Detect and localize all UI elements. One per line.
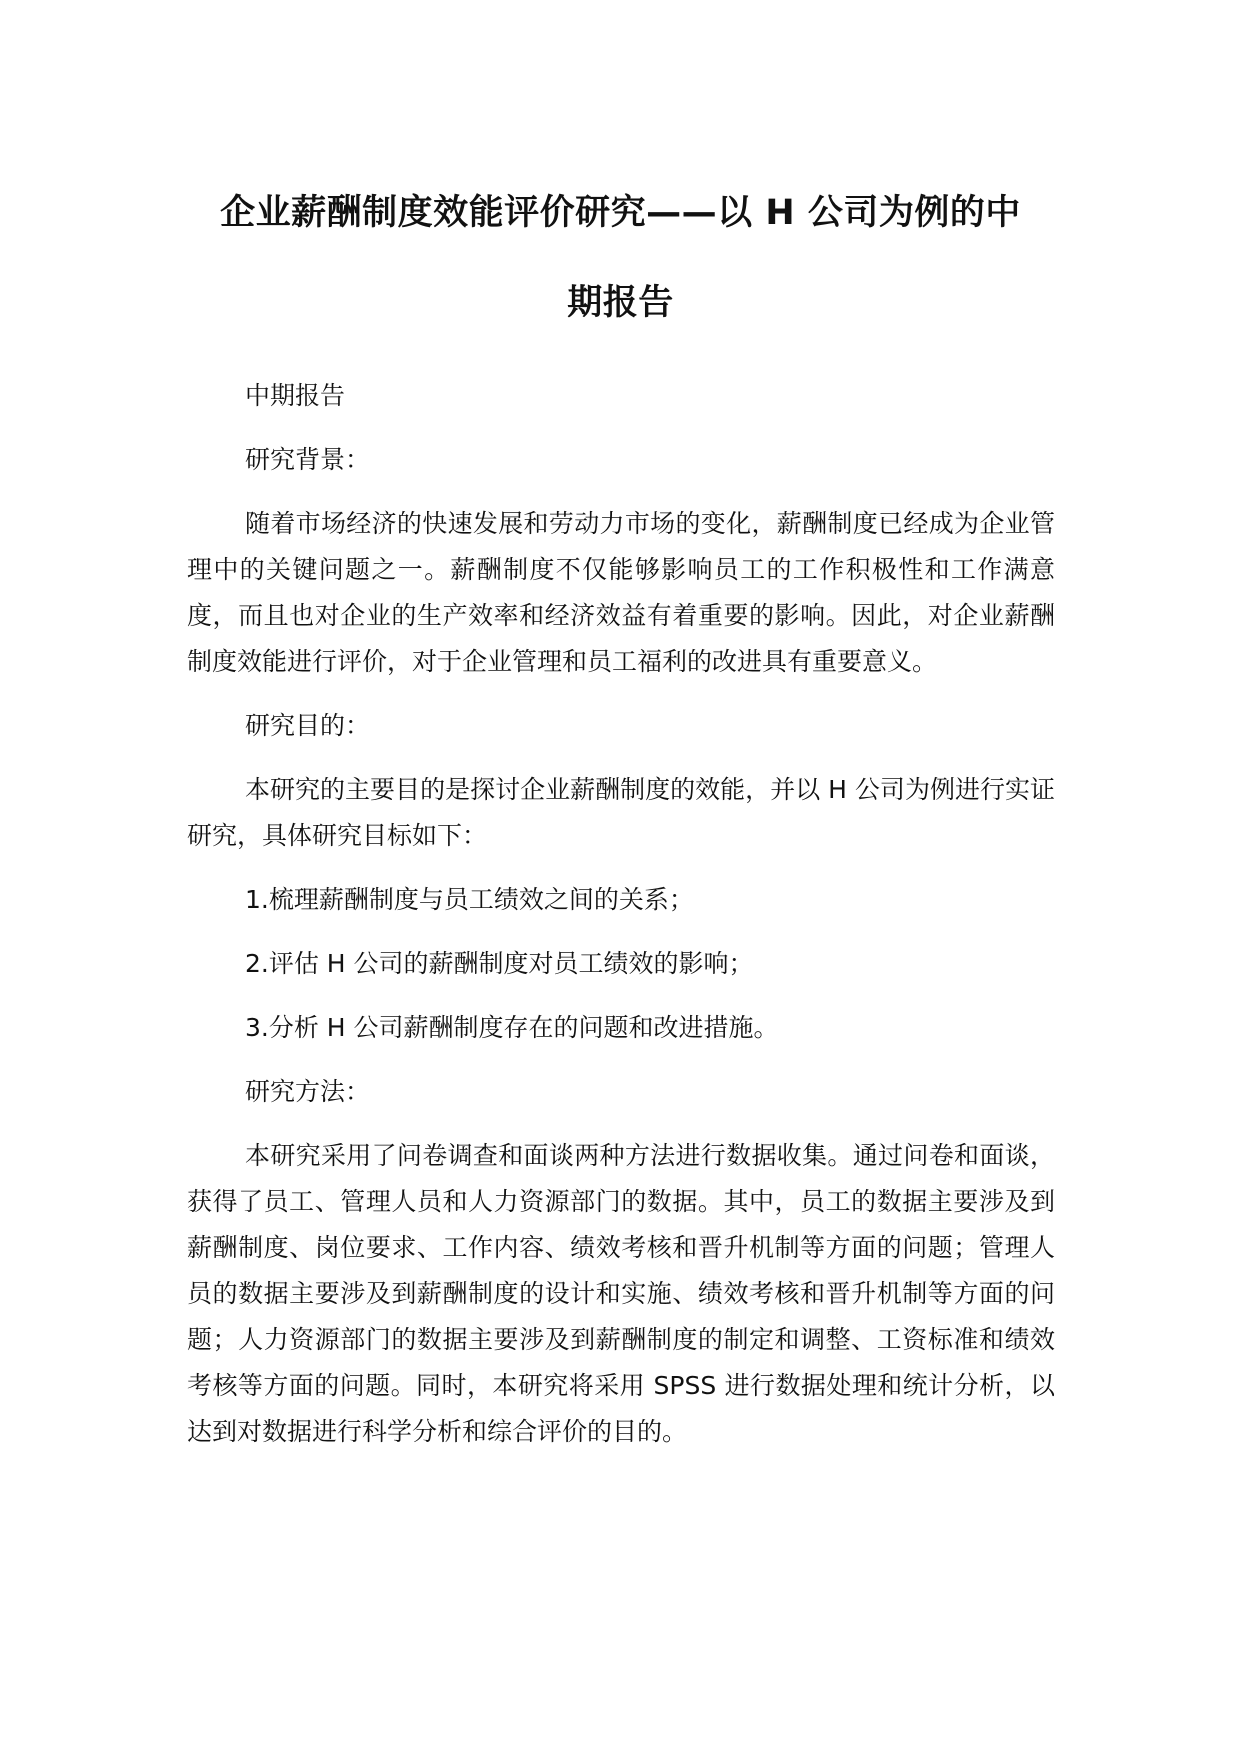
list-item-goal-3: 3.分析 H 公司薪酬制度存在的问题和改进措施。 [245, 1013, 779, 1042]
list-item-goal-1: 1.梳理薪酬制度与员工绩效之间的关系； [245, 885, 694, 914]
section-heading-purpose: 研究目的： [245, 711, 371, 740]
section-heading-method: 研究方法： [245, 1077, 371, 1106]
section-heading-report: 中期报告 [245, 381, 346, 410]
document-title [150, 168, 1091, 348]
section-heading-background: 研究背景： [245, 445, 371, 474]
document-body [187, 373, 1055, 1455]
list-item-goal-2: 2.评估 H 公司的薪酬制度对员工绩效的影响； [245, 949, 754, 978]
paragraph-background: 随着市场经济的快速发展和劳动力市场的变化，薪酬制度已经成为企业管理中的关键问题之一。薪酬制度不仅能够影响员工的工作积极性和工作满意度，而且也对企业的生产效率和经济效益有着重要的影响。因此，对企业薪酬制度效能进行评价，对于企业管理和员工福利的改进具有重要意义。 [187, 509, 1055, 676]
paragraph-method: 本研究采用了问卷调查和面谈两种方法进行数据收集。通过问卷和面谈，获得了员工、管理人员和人力资源部门的数据。其中，员工的数据主要涉及到薪酬制度、岗位要求、工作内容、绩效考核和晋升机制等方面的问题；管理人员的数据主要涉及到薪酬制度的设计和实施、绩效考核和晋升机制等方面的问题；人力资源部门的数据主要涉及到薪酬制度的制定和调整、工资标准和绩效考核等方面的问题。同时，本研究将采用 SPSS 进行数据处理和统计分析，以达到对数据进行科学分析和综合评价的目的。 [187, 1141, 1055, 1446]
title-line-1: 企业薪酬制度效能评价研究——以 H 公司为例的中 [220, 193, 1021, 233]
paragraph-purpose: 本研究的主要目的是探讨企业薪酬制度的效能，并以 H 公司为例进行实证研究，具体研究目标如下： [187, 775, 1055, 850]
title-line-2: 期报告 [567, 283, 674, 323]
